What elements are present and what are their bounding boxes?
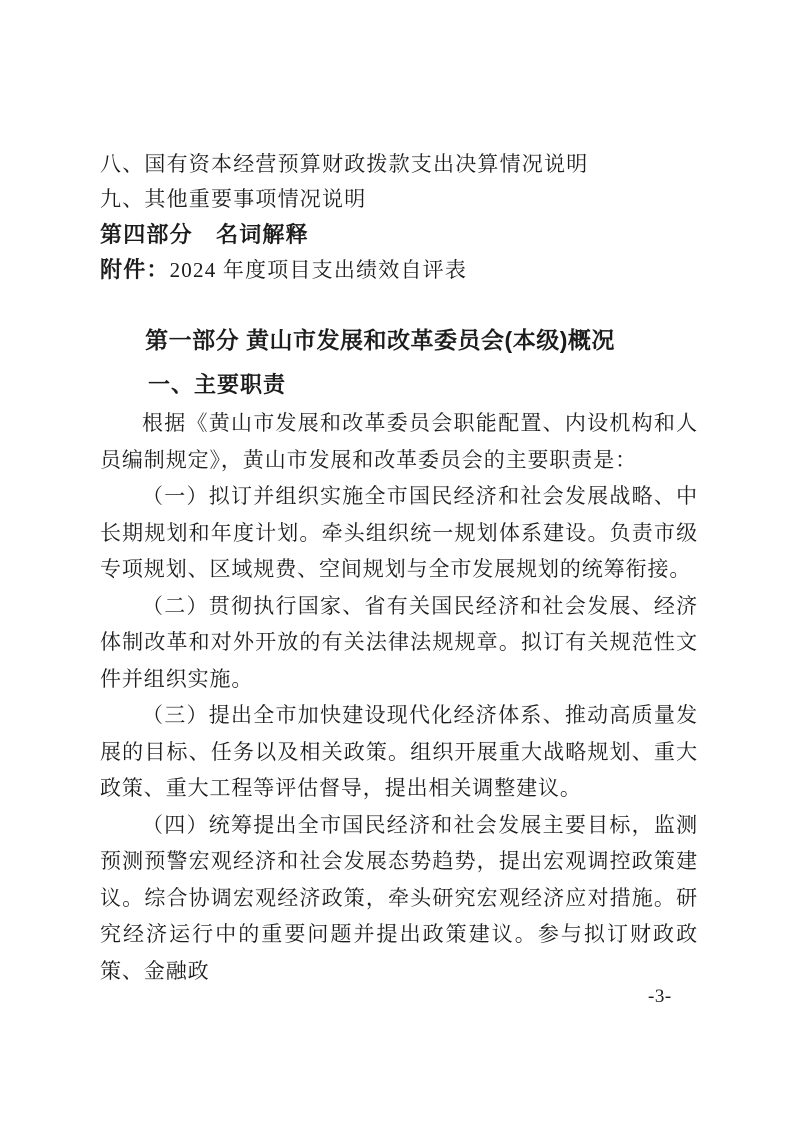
section-title: 第一部分 黄山市发展和改革委员会(本级)概况 (145, 327, 615, 353)
paragraph-duty-4: （四）统筹提出全市国民经济和社会发展主要目标，监测预测预警宏观经济和社会发展态势趋势，提出宏观调控政策建议。综合协调宏观经济政策，牵头研究宏观经济应对措施。研究经济运行中的重要问题并提出政策建议。参与拟订财政政策、金融政 (100, 812, 698, 983)
page-number: -3- (648, 986, 672, 1007)
toc-item-9: 九、其他重要事项情况说明 (100, 187, 367, 211)
toc-attachment-line (100, 252, 700, 288)
toc-part4-heading: 第四部分 名词解释 (100, 222, 309, 247)
attachment-label: 附件： (100, 257, 170, 282)
attachment-text: 2024 年度项目支出绩效自评表 (169, 258, 468, 282)
paragraph-duty-1: （一）拟订并组织实施全市国民经济和社会发展战略、中长期规划和年度计划。牵头组织统一规划体系建设。负责市级专项规划、区域规费、空间规划与全市发展规划的统筹衔接。 (100, 484, 698, 581)
toc-block (100, 147, 700, 288)
subsection-heading-main-duties: 一、主要职责 (148, 372, 287, 397)
paragraph-duty-2: （二）贯彻执行国家、省有关国民经济和社会发展、经济体制改革和对外开放的有关法律法规规章。拟订有关规范性文件并组织实施。 (100, 593, 698, 691)
paragraph-duty-3: （三）提出全市加快建设现代化经济体系、推动高质量发展的目标、任务以及相关政策。组织开展重大战略规划、重大政策、重大工程等评估督导，提出相关调整建议。 (100, 703, 698, 800)
body-text-block (100, 405, 698, 989)
paragraph-intro: 根据《黄山市发展和改革委员会职能配置、内设机构和人员编制规定》，黄山市发展和改革委员会的主要职责是： (100, 411, 698, 472)
toc-item-8: 八、国有资本经营预算财政拨款支出决算情况说明 (100, 152, 589, 176)
